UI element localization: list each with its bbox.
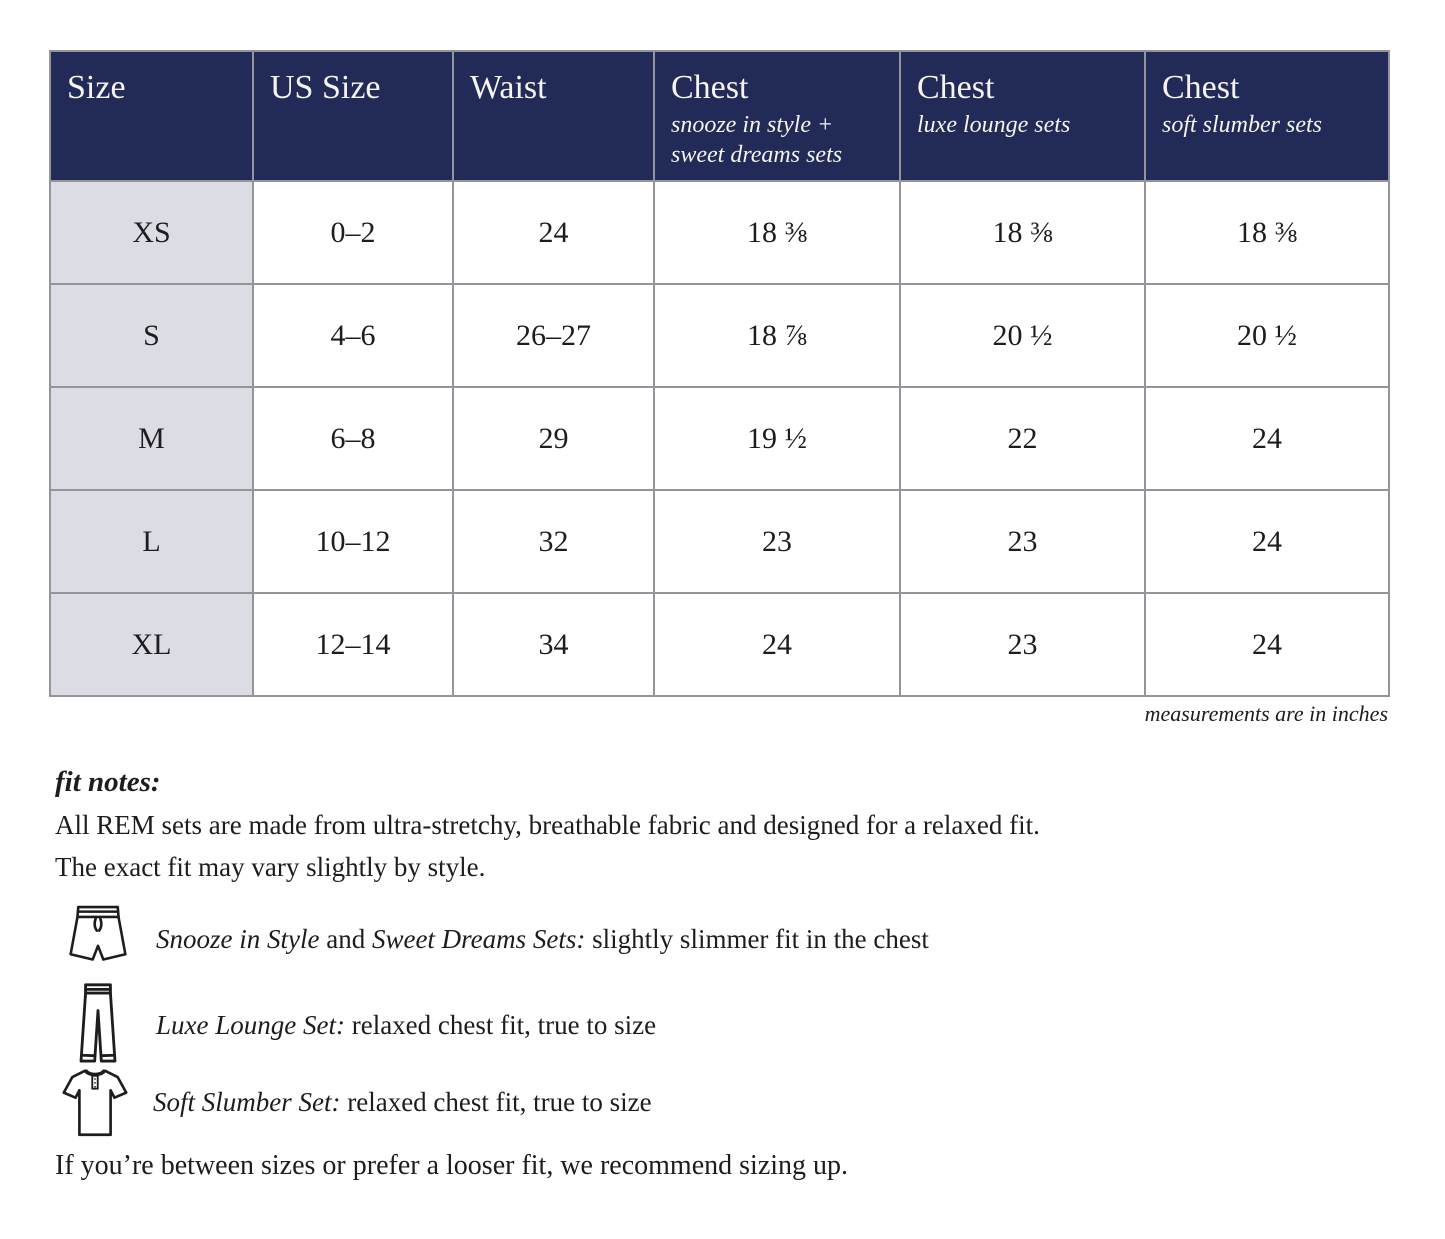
header-row (50, 51, 1389, 181)
cell-size: S (50, 284, 253, 387)
set-name: Sweet Dreams Sets: (371, 923, 586, 954)
fit-note-text (156, 924, 929, 955)
fit-note-text (156, 1010, 656, 1041)
column-label: Chest (1162, 69, 1240, 106)
column-header-chest-snooze (654, 51, 900, 181)
table-row (50, 593, 1389, 696)
cell-chest-snooze: 19 ½ (654, 387, 900, 490)
fit-note-luxe (58, 980, 656, 1070)
fit-notes-heading: fit notes: (55, 766, 161, 798)
cell-chest-luxe: 20 ½ (900, 284, 1145, 387)
column-label: Chest (671, 69, 749, 106)
cell-size: XL (50, 593, 253, 696)
cell-us-size: 0–2 (253, 181, 453, 284)
cell-chest-slumber: 24 (1145, 593, 1389, 696)
fit-notes-intro-line: The exact fit may vary slightly by style. (55, 852, 486, 882)
note-connector: and (319, 923, 372, 954)
column-sublabel: snooze in style + sweet dreams sets (671, 111, 843, 169)
table-header (50, 51, 1389, 181)
fit-notes-intro-line: All REM sets are made from ultra-stretchy, breathable fabric and designed for a relaxed fit. (55, 810, 1040, 840)
size-chart-table (49, 50, 1390, 697)
column-header-us-size (253, 51, 453, 181)
column-header-size (50, 51, 253, 181)
fit-note-snooze (58, 896, 929, 982)
cell-waist: 34 (453, 593, 654, 696)
note-description: relaxed chest fit, true to size (344, 1009, 657, 1040)
column-header-chest-luxe (900, 51, 1145, 181)
column-sublabel: luxe lounge sets (917, 111, 1071, 138)
cell-waist: 26–27 (453, 284, 654, 387)
cell-chest-luxe: 22 (900, 387, 1145, 490)
note-description: relaxed chest fit, true to size (340, 1086, 652, 1117)
column-label: US Size (270, 69, 381, 106)
cell-chest-luxe: 23 (900, 490, 1145, 593)
cell-chest-snooze: 23 (654, 490, 900, 593)
note-description: slightly slimmer fit in the chest (585, 923, 929, 954)
pants-icon (58, 981, 138, 1069)
cell-chest-slumber: 18 ⅜ (1145, 181, 1389, 284)
cell-us-size: 6–8 (253, 387, 453, 490)
shorts-icon (58, 899, 138, 979)
fit-note-text (153, 1087, 652, 1118)
fit-note-slumber (55, 1060, 652, 1144)
table-row (50, 181, 1389, 284)
cell-size: M (50, 387, 253, 490)
cell-us-size: 12–14 (253, 593, 453, 696)
sizing-advice: If you’re between sizes or prefer a looser fit, we recommend sizing up. (55, 1150, 849, 1181)
cell-us-size: 4–6 (253, 284, 453, 387)
set-name: Soft Slumber Set: (153, 1086, 341, 1117)
cell-chest-snooze: 18 ⅞ (654, 284, 900, 387)
cell-waist: 29 (453, 387, 654, 490)
cell-size: L (50, 490, 253, 593)
cell-chest-slumber: 24 (1145, 387, 1389, 490)
cell-chest-luxe: 18 ⅜ (900, 181, 1145, 284)
cell-waist: 24 (453, 181, 654, 284)
cell-chest-snooze: 18 ⅜ (654, 181, 900, 284)
cell-us-size: 10–12 (253, 490, 453, 593)
column-label: Size (67, 69, 126, 106)
column-sublabel: soft slumber sets (1162, 111, 1323, 138)
cell-chest-snooze: 24 (654, 593, 900, 696)
table-row (50, 387, 1389, 490)
cell-waist: 32 (453, 490, 654, 593)
set-name: Snooze in Style (156, 923, 320, 954)
tshirt-icon (55, 1064, 135, 1140)
table-row (50, 284, 1389, 387)
column-label: Chest (917, 69, 995, 106)
cell-chest-luxe: 23 (900, 593, 1145, 696)
table-row (50, 490, 1389, 593)
set-name: Luxe Lounge Set: (156, 1009, 345, 1040)
column-header-chest-slumber (1145, 51, 1389, 181)
fit-notes-intro (55, 804, 1040, 888)
column-label: Waist (470, 69, 547, 106)
cell-size: XS (50, 181, 253, 284)
column-header-waist (453, 51, 654, 181)
measurements-note: measurements are in inches (1144, 701, 1388, 726)
cell-chest-slumber: 24 (1145, 490, 1389, 593)
cell-chest-slumber: 20 ½ (1145, 284, 1389, 387)
